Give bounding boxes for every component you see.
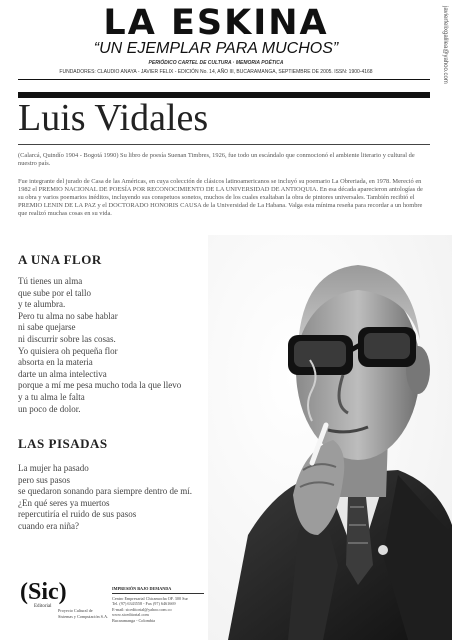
poem-1-line: Yo quisiera oh pequeña flor (18, 345, 118, 356)
poem-1-line: ni sabe quejarse (18, 322, 76, 333)
poem-1-line: Pero tu alma no sabe hablar (18, 310, 118, 321)
poem-1-body (18, 276, 181, 415)
poem-1-line: Tú tienes un alma (18, 276, 83, 286)
publisher-logo-mark: (Sic) (20, 579, 67, 605)
publisher-caption (58, 608, 109, 619)
poem-2-line: cuando era niña? (18, 520, 79, 531)
publisher-caption-line: Sistemas y Computación S.A. (58, 613, 109, 619)
masthead-rule-thin (18, 79, 430, 80)
contact-line: Bucaramanga - Colombia (112, 617, 156, 623)
masthead-subtitle: “UN EJEMPLAR PARA MUCHOS” (93, 40, 339, 57)
poem-1-line: y a tu alma le falta (18, 391, 85, 402)
poem-1-line: absorta en la materia (18, 357, 93, 368)
poem-1-line: darte un alma intelectiva (18, 368, 107, 379)
poem-1-line: porque a mí me pesa mucho toda la que llevo (18, 380, 182, 391)
poem-2-title: LAS PISADAS (18, 436, 108, 451)
masthead-founders: FUNDADORES: CLAUDIO ANAYA - JAVIER FELIX - EDICIÓN No. 14, AÑO III, BUCARAMANGA, SEPTIEMBRE DE 2005. ISSN: 1900-4168 (59, 69, 373, 75)
side-email (442, 6, 450, 126)
contact-line: Tel. (97) 6343558 - Fax (97) 6461669 (112, 601, 176, 606)
publisher-contact (112, 586, 204, 623)
print-heading: IMPRESIÓN BAJO DEMANDA (112, 586, 204, 594)
publisher-caption-line: Proyecto Cultural de (58, 608, 93, 613)
masthead-tagline: PERIÓDICO CARTEL DE CULTURA · MEMORIA POÉTICA (148, 60, 284, 66)
publisher-logo-sub: Editorial (34, 604, 52, 609)
poem-2-body (18, 463, 192, 533)
article-paragraph-2: Fue integrante del jurado de Casa de las Américas, en cuya colección de clásicos latinoamericanos se incluyó su poemario La Obreriada, en 1978. Mereció en 1982 el PREMIO NACIONAL DE POESÍA POR RECONOCIMIENTO DE LA UNIVERSIDAD DE ANTIOQUIA. En esa década aparecieron antologías de su obra y varios poemarios inéditos, incluyendo sus conspetuos sonetos, muchos de los cuales exaltaban la obra de pintores universales. También recibió el PREMIO LENIN DE LA PAZ y el DOCTORADO HONORIS CAUSA de la Universidad de La Habana. Valga esta mínima reseña para recordar a un hombre que realizó muchas cosas en su vida. (18, 178, 423, 217)
poet-portrait-photo (208, 235, 452, 640)
poem-2-line: La mujer ha pasado (18, 463, 89, 473)
poem-2-line: pero sus pasos (18, 474, 70, 485)
poem-2-line: ¿En qué seres ya muertos (18, 497, 110, 508)
contact-line: www.siceditorial.com (112, 612, 149, 617)
poem-1-line: ni discurrir sobre las cosas. (18, 333, 116, 344)
article-paragraph-1: (Calarcá, Quindío 1904 - Bogotá 1990) Su libro de poesía Suenan Timbres, 1926, fue todo un escándalo que conmocionó el ambiente literario y cultural de nuestro país. (18, 152, 415, 167)
poem-1-line: y te alumbra. (18, 299, 66, 310)
side-email-text: javierfelixgalilea@yahoo.com (442, 6, 448, 84)
poem-1-title: A UNA FLOR (18, 252, 102, 267)
headline-rule (18, 144, 430, 145)
contact-line: E-mail: siceditorial@yahoo.com.co (112, 606, 172, 612)
publisher-logo (20, 580, 80, 632)
masthead-title: LA ESKINA (103, 3, 329, 43)
poem-1-line: que sube por el tallo (18, 287, 91, 298)
poem-1-line: un poco de dolor. (18, 403, 81, 414)
poem-2-line: se quedaron sonando para siempre dentro de mí. (18, 486, 192, 497)
article-headline: Luis Vidales (18, 97, 209, 139)
contact-line: Centro Empresarial Chicamocha OF. 300 Sur (112, 595, 188, 601)
poem-2-line: repercutiría el ruido de sus pasos (18, 509, 137, 520)
